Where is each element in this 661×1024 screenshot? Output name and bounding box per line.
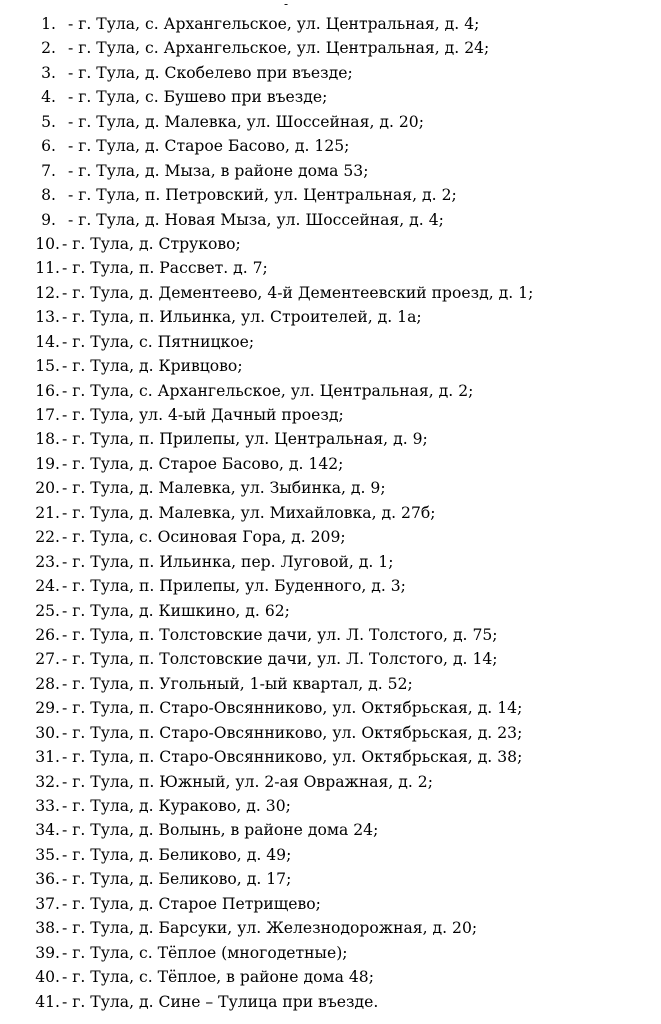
list-item-number: 24. — [35, 577, 60, 596]
list-item-number: 22. — [35, 528, 60, 547]
list-item-address: - г. Тула, п. Рассвет. д. 7; — [62, 259, 268, 278]
list-item — [30, 330, 655, 354]
list-item-address: - г. Тула, д. Струково; — [62, 234, 241, 253]
list-item-address: - г. Тула, п. Петровский, ул. Центральная, д. 2; — [68, 186, 457, 205]
list-item — [30, 599, 655, 623]
list-item-address: - г. Тула, д. Малевка, ул. Михайловка, д. 27б; — [62, 503, 436, 522]
list-item-number: 16. — [35, 381, 60, 400]
list-item-address: - г. Тула, п. Толстовские дачи, ул. Л. Толстого, д. 14; — [62, 650, 498, 669]
list-item-address: - г. Тула, д. Малевка, ул. Зыбинка, д. 9; — [62, 479, 386, 498]
list-item-number: 36. — [35, 870, 60, 889]
list-item-address: - г. Тула, п. Прилепы, ул. Буденного, д. 3; — [62, 577, 406, 596]
list-item — [30, 61, 655, 85]
list-item-number: 3. — [41, 63, 56, 82]
list-item-address: - г. Тула, д. Беликово, д. 49; — [62, 845, 292, 864]
list-item — [30, 990, 655, 1014]
list-item — [30, 672, 655, 696]
list-item — [30, 794, 655, 818]
list-item-number: 32. — [35, 772, 60, 791]
list-item-number: 38. — [35, 919, 60, 938]
list-item-address: - г. Тула, с. Тёплое, в районе дома 48; — [62, 968, 374, 987]
list-item-address: - г. Тула, п. Угольный, 1-ый квартал, д. 52; — [62, 674, 413, 693]
list-item-address: - г. Тула, д. Малевка, ул. Шоссейная, д. 20; — [68, 112, 424, 131]
list-item-number: 5. — [41, 112, 56, 131]
list-item — [30, 476, 655, 500]
list-item-number: 10. — [35, 234, 60, 253]
address-list — [30, 12, 655, 1014]
list-item-address: - г. Тула, с. Пятницкое; — [62, 332, 255, 351]
list-item-address: - г. Тула, д. Старое Петрищево; — [62, 894, 321, 913]
list-item-address: - г. Тула, с. Архангельское, ул. Центральная, д. 24; — [68, 39, 490, 58]
list-item — [30, 745, 655, 769]
list-item-number: 41. — [35, 992, 60, 1011]
list-item — [30, 452, 655, 476]
list-item-number: 11. — [35, 259, 60, 278]
list-item-number: 21. — [35, 503, 60, 522]
list-item — [30, 916, 655, 940]
list-item-number: 39. — [35, 943, 60, 962]
list-item-number: 37. — [35, 894, 60, 913]
list-item — [30, 818, 655, 842]
list-item — [30, 941, 655, 965]
list-item-number: 19. — [35, 454, 60, 473]
list-item — [30, 85, 655, 109]
list-item — [30, 12, 655, 36]
list-item-address: - г. Тула, п. Южный, ул. 2-ая Овражная, д. 2; — [62, 772, 433, 791]
list-item — [30, 208, 655, 232]
list-item-number: 1. — [41, 15, 56, 33]
list-item-number: 20. — [35, 479, 60, 498]
list-item-address: - г. Тула, п. Старо-Овсянниково, ул. Октябрьская, д. 23; — [62, 723, 523, 742]
list-item — [30, 183, 655, 207]
list-item — [30, 696, 655, 720]
list-item-address: - г. Тула, д. Кураково, д. 30; — [62, 797, 291, 815]
list-item — [30, 281, 655, 305]
list-item — [30, 550, 655, 574]
list-item-address: - г. Тула, д. Кривцово; — [62, 357, 243, 376]
list-item-number: 35. — [35, 845, 60, 864]
list-item-address: - г. Тула, д. Новая Мыза, ул. Шоссейная, д. 4; — [68, 210, 444, 229]
list-item — [30, 721, 655, 745]
list-item — [30, 892, 655, 916]
list-item-address: - г. Тула, с. Архангельское, ул. Центральная, д. 2; — [62, 381, 474, 400]
list-item-address: - г. Тула, п. Ильинка, ул. Строителей, д. 1а; — [62, 308, 422, 327]
list-item-address: - г. Тула, п. Старо-Овсянниково, ул. Октябрьская, д. 14; — [62, 699, 523, 718]
list-item-number: 13. — [35, 308, 60, 327]
list-item-number: 34. — [35, 821, 60, 840]
list-item — [30, 770, 655, 794]
list-item-number: 29. — [35, 699, 60, 718]
list-item-number: 25. — [35, 601, 60, 620]
list-item-address: - г. Тула, с. Осиновая Гора, д. 209; — [62, 528, 346, 547]
list-item-number: 18. — [35, 430, 60, 449]
list-item — [30, 379, 655, 403]
list-item-address: - г. Тула, д. Скобелево при въезде; — [68, 63, 353, 82]
list-item — [30, 867, 655, 891]
list-item-address: - г. Тула, д. Беликово, д. 17; — [62, 870, 292, 889]
list-item-address: - г. Тула, д. Старое Басово, д. 142; — [62, 454, 344, 473]
list-item-number: 7. — [41, 161, 56, 180]
list-item — [30, 305, 655, 329]
list-item-address: - г. Тула, п. Старо-Овсянниково, ул. Октябрьская, д. 38; — [62, 748, 523, 767]
list-item — [30, 256, 655, 280]
list-item — [30, 501, 655, 525]
list-item-address: - г. Тула, д. Волынь, в районе дома 24; — [62, 821, 379, 840]
list-item-address: - г. Тула, д. Кишкино, д. 62; — [62, 601, 290, 620]
list-item-number: 33. — [35, 797, 60, 815]
list-item-number: 15. — [35, 357, 60, 376]
list-item — [30, 647, 655, 671]
list-item-address: - г. Тула, д. Сине – Тулица при въезде. — [62, 992, 379, 1011]
list-item — [30, 134, 655, 158]
list-item-number: 28. — [35, 674, 60, 693]
list-item — [30, 232, 655, 256]
list-item-address: - г. Тула, п. Толстовские дачи, ул. Л. Толстого, д. 75; — [62, 625, 498, 644]
list-item — [30, 403, 655, 427]
list-item-number: 12. — [35, 283, 60, 302]
list-item — [30, 427, 655, 451]
list-item — [30, 36, 655, 60]
list-item-address: - г. Тула, п. Ильинка, пер. Луговой, д. 1; — [62, 552, 394, 571]
list-item — [30, 843, 655, 867]
list-item-number: 40. — [35, 968, 60, 987]
list-item-number: 14. — [35, 332, 60, 351]
page-top-mark: - — [284, 0, 289, 11]
list-item-address: - г. Тула, д. Старое Басово, д. 125; — [68, 137, 350, 156]
list-item-address: - г. Тула, ул. 4-ый Дачный проезд; — [62, 406, 344, 424]
list-item-number: 2. — [41, 39, 56, 58]
list-item — [30, 159, 655, 183]
list-item — [30, 623, 655, 647]
list-item — [30, 574, 655, 598]
list-item-number: 31. — [35, 748, 60, 767]
list-item-address: - г. Тула, д. Мыза, в районе дома 53; — [68, 161, 369, 180]
list-item — [30, 354, 655, 378]
list-item-address: - г. Тула, с. Бушево при въезде; — [68, 88, 328, 107]
list-item-address: - г. Тула, п. Прилепы, ул. Центральная, д. 9; — [62, 430, 428, 449]
list-item-number: 30. — [35, 723, 60, 742]
list-item-number: 17. — [35, 406, 60, 424]
list-item-address: - г. Тула, д. Барсуки, ул. Железнодорожная, д. 20; — [62, 919, 478, 938]
list-item — [30, 110, 655, 134]
list-item-address: - г. Тула, с. Архангельское, ул. Центральная, д. 4; — [68, 15, 480, 33]
list-item-number: 26. — [35, 625, 60, 644]
list-item-number: 6. — [41, 137, 56, 156]
list-item — [30, 965, 655, 989]
list-item-number: 4. — [41, 88, 56, 107]
list-item-number: 8. — [41, 186, 56, 205]
list-item-number: 23. — [35, 552, 60, 571]
list-item-address: - г. Тула, д. Дементеево, 4-й Дементеевский проезд, д. 1; — [62, 283, 534, 302]
list-item-number: 27. — [35, 650, 60, 669]
list-item-address: - г. Тула, с. Тёплое (многодетные); — [62, 943, 348, 962]
list-item-number: 9. — [41, 210, 56, 229]
list-item — [30, 525, 655, 549]
